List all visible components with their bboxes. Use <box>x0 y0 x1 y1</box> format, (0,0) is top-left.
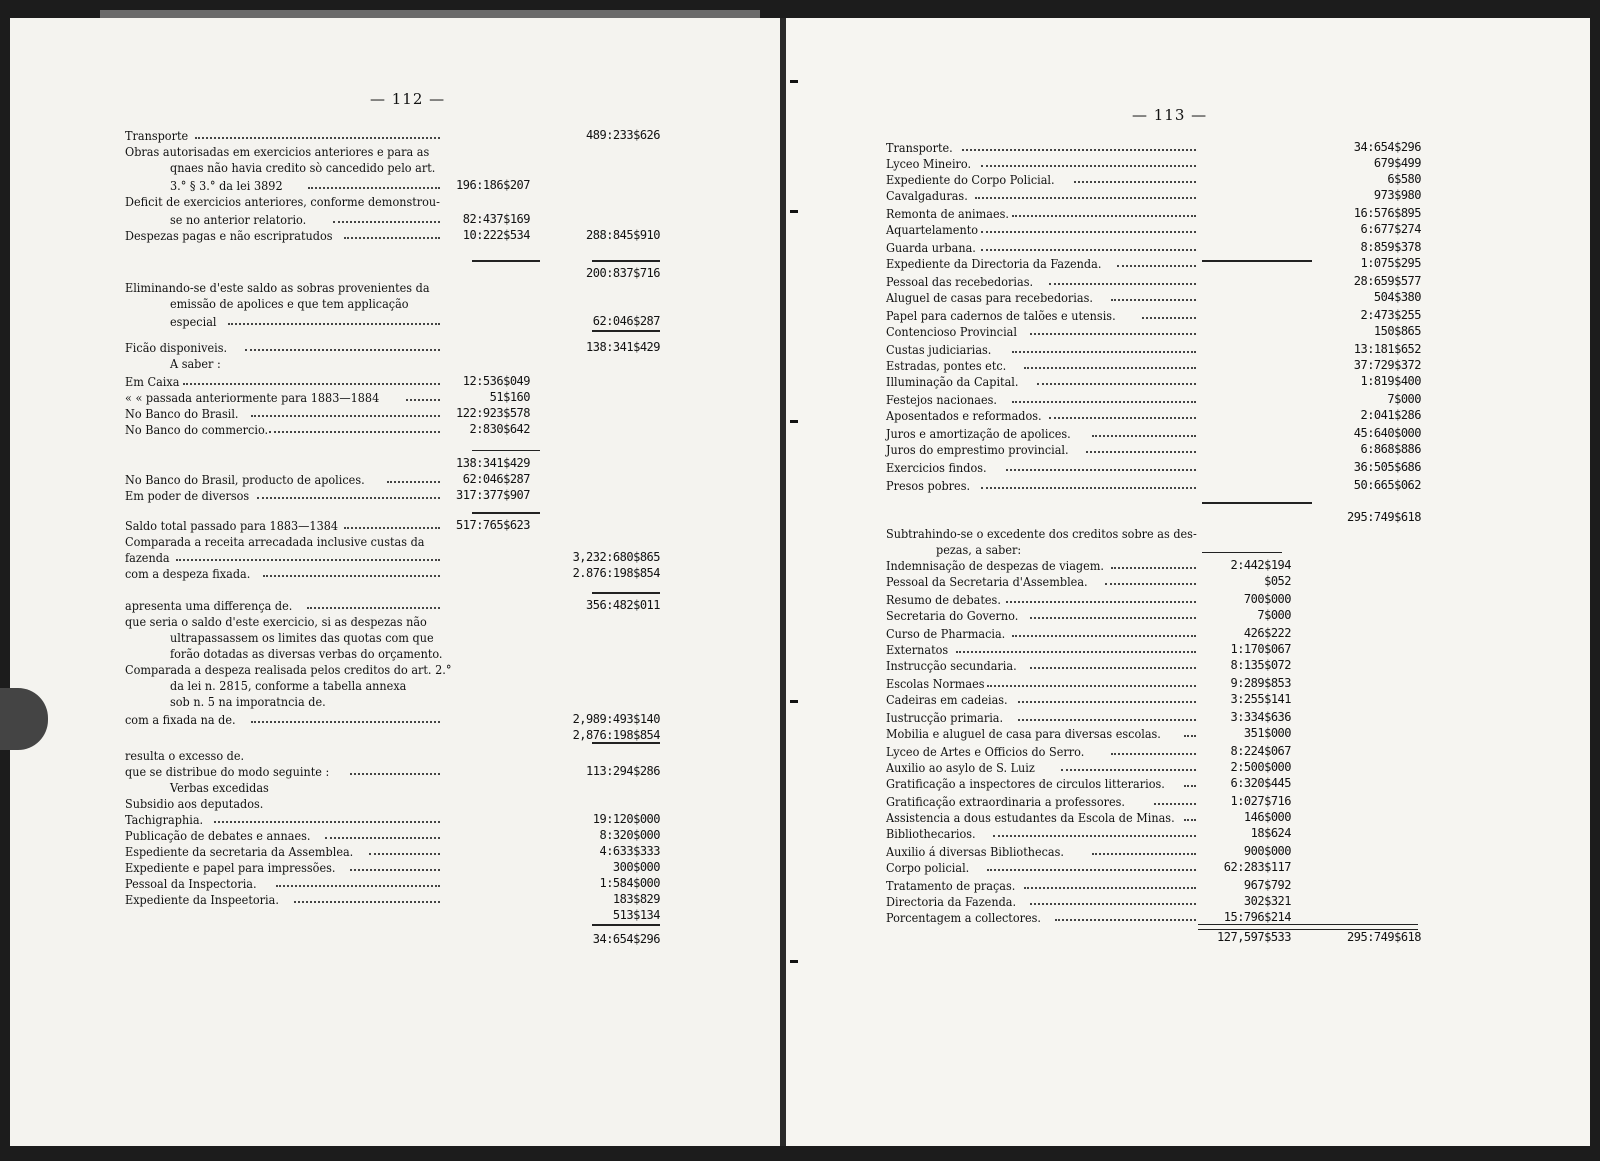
leader-dots <box>1006 592 1196 603</box>
entry-label: 3.° § 3.° da lei 3892 <box>170 178 283 193</box>
sum-rule <box>1202 552 1282 553</box>
amount-total: 7$000 <box>1387 392 1421 406</box>
sum-rule <box>592 592 660 594</box>
amount-total: 1:819$400 <box>1360 374 1421 388</box>
leader-dots <box>307 598 440 609</box>
amount-inner: 82:437$169 <box>462 212 530 226</box>
amount-total: 300$000 <box>612 860 660 874</box>
amount-inner: 2:442$194 <box>1230 558 1291 572</box>
amount-total: 8:320$000 <box>599 828 660 842</box>
leader-dots <box>1030 894 1196 905</box>
entry-label: Presos pobres. <box>886 478 971 493</box>
entry-label: que se distribue do modo seguinte : <box>125 764 330 779</box>
entry-label: Subsidio aos deputados. <box>125 796 264 811</box>
entry-label: Deficit de exercicios anteriores, conforme demonstrou- <box>125 194 440 209</box>
entry-label: Subtrahindo-se o excedente dos creditos sobre as des- <box>886 526 1197 541</box>
leader-dots <box>195 128 440 139</box>
right-page <box>786 18 1590 1146</box>
amount-inner: 967$792 <box>1243 878 1291 892</box>
entry-label: Custas judiciarias. <box>886 342 992 357</box>
leader-dots <box>981 156 1196 167</box>
sum-rule <box>472 260 540 262</box>
amount-total: 295:749$618 <box>1347 930 1421 944</box>
amount-total: 19:120$000 <box>592 812 660 826</box>
entry-label: resulta o excesso de. <box>125 748 245 763</box>
entry-label: da lei n. 2815, conforme a tabella annexa <box>170 678 407 693</box>
entry-label: Assistencia a dous estudantes da Escola de Minas. <box>886 810 1175 825</box>
entry-label: Saldo total passado para 1883—1384 <box>125 518 339 533</box>
entry-label: A saber : <box>170 356 221 371</box>
entry-label: Publicação de debates e annaes. <box>125 828 311 843</box>
entry-label: Exercicios findos. <box>886 460 987 475</box>
entry-label: Transporte. <box>886 140 953 155</box>
amount-total: 113:294$286 <box>586 764 660 778</box>
leader-dots <box>1092 426 1196 437</box>
binding-stitch <box>790 210 798 213</box>
amount-total: 2,876:198$854 <box>572 728 660 742</box>
entry-label: Curso de Pharmacia. <box>886 626 1006 641</box>
leader-dots <box>981 240 1196 251</box>
amount-total: 36:505$686 <box>1353 460 1421 474</box>
leader-dots <box>176 550 440 561</box>
amount-inner: 6:320$445 <box>1230 776 1291 790</box>
entry-label: Transporte <box>125 128 189 143</box>
amount-inner: 3:334$636 <box>1230 710 1291 724</box>
entry-label: Iustrucção primaria. <box>886 710 1004 725</box>
entry-label: pezas, a saber: <box>936 542 1022 557</box>
amount-inner: 122:923$578 <box>456 406 530 420</box>
amount-total: 973$980 <box>1373 188 1421 202</box>
leader-dots <box>1061 760 1196 771</box>
amount-total: 513$134 <box>612 908 660 922</box>
amount-inner: 127,597$533 <box>1217 930 1291 944</box>
leader-dots <box>1018 692 1196 703</box>
leader-dots <box>350 764 440 775</box>
entry-label: Estradas, pontes etc. <box>886 358 1007 373</box>
binding-stitch <box>790 80 798 83</box>
leader-dots <box>1012 392 1196 403</box>
entry-label: com a fixada na de. <box>125 712 236 727</box>
amount-inner: 62:046$287 <box>462 472 530 486</box>
entry-label: Tratamento de praças. <box>886 878 1016 893</box>
amount-inner: $052 <box>1264 574 1291 588</box>
entry-label: Espediente da secretaria da Assemblea. <box>125 844 354 859</box>
leader-dots <box>1037 374 1196 385</box>
leader-dots <box>981 478 1196 489</box>
amount-total: 13:181$652 <box>1353 342 1421 356</box>
leader-dots <box>350 860 440 871</box>
entry-label: Indemnisação de despezas de viagem. <box>886 558 1105 573</box>
entry-label: qnaes não havia credito sò cancedido pelo art. <box>170 160 436 175</box>
amount-total: 34:654$296 <box>592 932 660 946</box>
amount-total: 6$580 <box>1387 172 1421 186</box>
leader-dots <box>987 676 1196 687</box>
leader-dots <box>251 712 440 723</box>
amount-inner: 1:027$716 <box>1230 794 1291 808</box>
amount-inner: 12:536$049 <box>462 374 530 388</box>
amount-total: 679$499 <box>1373 156 1421 170</box>
binding-stitch <box>790 420 798 423</box>
amount-total: 489:233$626 <box>586 128 660 142</box>
leader-dots <box>1086 442 1196 453</box>
amount-inner: 317:377$907 <box>456 488 530 502</box>
leader-dots <box>1049 408 1196 419</box>
entry-label: No Banco do Brasil. <box>125 406 239 421</box>
amount-inner: 8:135$072 <box>1230 658 1291 672</box>
amount-total: 6:677$274 <box>1360 222 1421 236</box>
entry-label: Papel para cadernos de talões e utensis. <box>886 308 1116 323</box>
sum-rule <box>472 512 540 514</box>
leader-dots <box>294 892 440 903</box>
amount-inner: 2:830$642 <box>469 422 530 436</box>
entry-label: Auxilio á diversas Bibliothecas. <box>886 844 1064 859</box>
entry-label: Aposentados e reformados. <box>886 408 1042 423</box>
leader-dots <box>1024 358 1196 369</box>
amount-inner: 3:255$141 <box>1230 692 1291 706</box>
leader-dots <box>1018 710 1196 721</box>
amount-total: 2.876:198$854 <box>572 566 660 580</box>
entry-label: Aquartelamento <box>886 222 979 237</box>
leader-dots <box>1006 460 1196 471</box>
entry-label: Pessoal da Secretaria d'Assemblea. <box>886 574 1088 589</box>
amount-inner: 517:765$623 <box>456 518 530 532</box>
entry-label: Contencioso Provincial <box>886 324 1017 339</box>
entry-label: Corpo policial. <box>886 860 970 875</box>
sum-rule <box>592 924 660 926</box>
entry-label: emissão de apolices e que tem applicação <box>170 296 409 311</box>
amount-total: 6:868$886 <box>1360 442 1421 456</box>
leader-dots <box>183 374 440 385</box>
entry-label: Lyceo de Artes e Officios do Serro. <box>886 744 1085 759</box>
entry-label: Juros do emprestimo provincial. <box>886 442 1069 457</box>
leader-dots <box>1074 172 1196 183</box>
amount-inner: 302$321 <box>1243 894 1291 908</box>
leader-dots <box>993 826 1196 837</box>
leader-dots <box>1049 274 1196 285</box>
leader-dots <box>987 860 1196 871</box>
entry-label: Gratificação extraordinaria a professores. <box>886 794 1125 809</box>
amount-total: 1:075$295 <box>1360 256 1421 270</box>
amount-total: 34:654$296 <box>1353 140 1421 154</box>
leader-dots <box>257 488 440 499</box>
entry-label: que seria o saldo d'este exercicio, si as despezas não <box>125 614 427 629</box>
entry-label: Illuminação da Capital. <box>886 374 1019 389</box>
entry-label: Expediente da Directoria da Fazenda. <box>886 256 1102 271</box>
entry-label: Comparada a despeza realisada pelos creditos do art. 2.° <box>125 662 452 677</box>
leader-dots <box>276 876 440 887</box>
leader-dots <box>1012 206 1196 217</box>
amount-inner: 351$000 <box>1243 726 1291 740</box>
leader-dots <box>1117 256 1196 267</box>
entry-label: Ficão disponiveis. <box>125 340 228 355</box>
entry-label: Expediente e papel para impressões. <box>125 860 336 875</box>
amount-total: 8:859$378 <box>1360 240 1421 254</box>
amount-inner: 146$000 <box>1243 810 1291 824</box>
amount-inner: 196:186$207 <box>456 178 530 192</box>
entry-label: Expediente do Corpo Policial. <box>886 172 1055 187</box>
entry-label: Obras autorisadas em exercicios anteriores e para as <box>125 144 430 159</box>
amount-total: 2:041$286 <box>1360 408 1421 422</box>
leader-dots <box>1030 608 1196 619</box>
binding-stitch <box>790 700 798 703</box>
entry-label: Expediente da Inspeetoria. <box>125 892 279 907</box>
entry-label: Eliminando-se d'este saldo as sobras provenientes da <box>125 280 430 295</box>
leader-dots <box>269 422 440 433</box>
leader-dots <box>975 188 1196 199</box>
entry-label: Tachigraphia. <box>125 812 204 827</box>
entry-label: Escolas Normaes <box>886 676 985 691</box>
amount-total: 45:640$000 <box>1353 426 1421 440</box>
leader-dots <box>981 222 1196 233</box>
amount-inner: 700$000 <box>1243 592 1291 606</box>
entry-label: Secretaria do Governo. <box>886 608 1019 623</box>
entry-label: Lyceo Mineiro. <box>886 156 972 171</box>
amount-inner: 51$160 <box>489 390 530 404</box>
entry-label: fazenda <box>125 550 170 565</box>
entry-label: Auxilio ao asylo de S. Luiz <box>886 760 1035 775</box>
entry-label: Externatos <box>886 642 949 657</box>
leader-dots <box>214 812 440 823</box>
sum-rule <box>1202 502 1312 504</box>
entry-label: Cavalgaduras. <box>886 188 968 203</box>
entry-label: Pessoal da Inspectoria. <box>125 876 257 891</box>
entry-label: Comparada a receita arrecadada inclusive custas da <box>125 534 425 549</box>
entry-label: especial <box>170 314 217 329</box>
amount-total: 28:659$577 <box>1353 274 1421 288</box>
entry-label: Guarda urbana. <box>886 240 976 255</box>
entry-label: No Banco do Brasil, producto de apolices. <box>125 472 365 487</box>
amount-inner: 62:283$117 <box>1223 860 1291 874</box>
amount-total: 50:665$062 <box>1353 478 1421 492</box>
amount-total: 1:584$000 <box>599 876 660 890</box>
leader-dots <box>962 140 1196 151</box>
amount-total: 295:749$618 <box>1347 510 1421 524</box>
sum-rule <box>1202 260 1312 262</box>
sum-rule <box>592 330 660 332</box>
entry-label: se no anterior relatorio. <box>170 212 307 227</box>
entry-label: com a despeza fixada. <box>125 566 251 581</box>
entry-label: ultrapassassem os limites das quotas com que <box>170 630 434 645</box>
leader-dots <box>228 314 440 325</box>
amount-total: 200:837$716 <box>586 266 660 280</box>
amount-inner: 1:170$067 <box>1230 642 1291 656</box>
leader-dots <box>1111 290 1196 301</box>
entry-label: Gratificação a inspectores de circulos litterarios. <box>886 776 1165 791</box>
leader-dots <box>1012 626 1196 637</box>
entry-label: Juros e amortização de apolices. <box>886 426 1071 441</box>
sum-rule <box>592 742 660 744</box>
entry-label: sob n. 5 na imporatncia de. <box>170 694 326 709</box>
amount-total: 2,989:493$140 <box>572 712 660 726</box>
amount-total: 16:576$895 <box>1353 206 1421 220</box>
entry-label: apresenta uma differença de. <box>125 598 293 613</box>
entry-label: Despezas pagas e não escripratudos <box>125 228 333 243</box>
amount-inner: 9:289$853 <box>1230 676 1291 690</box>
left-page <box>10 18 780 1146</box>
amount-total: 62:046$287 <box>592 314 660 328</box>
binding-stitch <box>790 960 798 963</box>
amount-total: 150$865 <box>1373 324 1421 338</box>
amount-inner: 900$000 <box>1243 844 1291 858</box>
amount-total: 3,232:680$865 <box>572 550 660 564</box>
leader-dots <box>1055 910 1196 921</box>
entry-label: No Banco do commercio. <box>125 422 269 437</box>
leader-dots <box>1024 878 1196 889</box>
leader-dots <box>1030 324 1196 335</box>
leader-dots <box>325 828 440 839</box>
entry-label: Cadeiras em cadeias. <box>886 692 1008 707</box>
entry-label: Mobilia e aluguel de casa para diversas escolas. <box>886 726 1161 741</box>
leader-dots <box>1030 658 1196 669</box>
entry-label: Pessoal das recebedorias. <box>886 274 1034 289</box>
amount-total: 138:341$429 <box>586 340 660 354</box>
entry-label: Verbas excedidas <box>170 780 269 795</box>
amount-total: 183$829 <box>612 892 660 906</box>
entry-label: Bibliothecarios. <box>886 826 976 841</box>
sum-rule <box>1198 924 1418 930</box>
entry-label: Porcentagem a collectores. <box>886 910 1041 925</box>
amount-inner: 426$222 <box>1243 626 1291 640</box>
amount-inner: 7$000 <box>1257 608 1291 622</box>
amount-inner: 2:500$000 <box>1230 760 1291 774</box>
amount-inner: 18$624 <box>1250 826 1291 840</box>
entry-label: « « passada anteriormente para 1883—1884 <box>125 390 380 405</box>
entry-label: Remonta de animaes. <box>886 206 1009 221</box>
amount-total: 288:845$910 <box>586 228 660 242</box>
leader-dots <box>245 340 440 351</box>
leader-dots <box>251 406 440 417</box>
amount-total: 356:482$011 <box>586 598 660 612</box>
entry-label: Em poder de diversos <box>125 488 250 503</box>
entry-label: Festejos nacionaes. <box>886 392 997 407</box>
page-number: — 113 — <box>1132 106 1208 124</box>
amount-inner: 138:341$429 <box>456 456 530 470</box>
amount-total: 2:473$255 <box>1360 308 1421 322</box>
entry-label: Em Caixa <box>125 374 180 389</box>
amount-inner: 15:796$214 <box>1223 910 1291 924</box>
amount-total: 504$380 <box>1373 290 1421 304</box>
page-number: — 112 — <box>370 90 446 108</box>
sum-rule <box>592 260 660 262</box>
leader-dots <box>956 642 1196 653</box>
amount-total: 37:729$372 <box>1353 358 1421 372</box>
entry-label: Instrucção secundaria. <box>886 658 1017 673</box>
amount-inner: 10:222$534 <box>462 228 530 242</box>
entry-label: Resumo de debates. <box>886 592 1001 607</box>
entry-label: Aluguel de casas para recebedorias. <box>886 290 1093 305</box>
entry-label: Directoria da Fazenda. <box>886 894 1017 909</box>
amount-total: 4:633$333 <box>599 844 660 858</box>
sum-rule <box>472 450 540 451</box>
amount-inner: 8:224$067 <box>1230 744 1291 758</box>
leader-dots <box>1012 342 1196 353</box>
leader-dots <box>263 566 440 577</box>
leader-dots <box>1142 308 1196 319</box>
leader-dots <box>369 844 440 855</box>
entry-label: forão dotadas as diversas verbas do orçamento. <box>170 646 443 661</box>
